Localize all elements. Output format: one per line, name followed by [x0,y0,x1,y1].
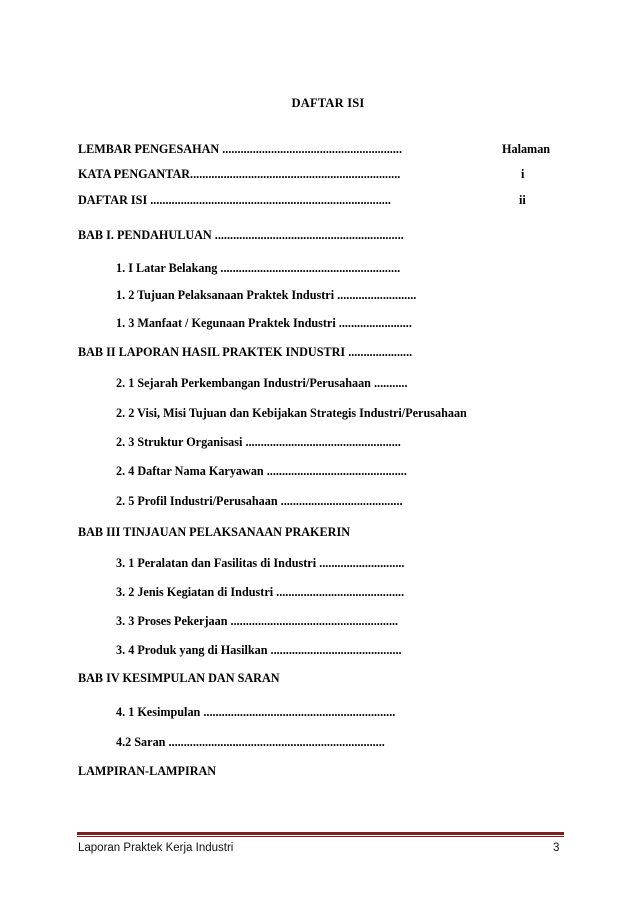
toc-entry-text: 2. 3 Struktur Organisasi ................................................... [116,435,401,449]
toc-entry [0,228,638,244]
toc-entry [0,376,638,392]
toc-entry [0,193,638,209]
toc-entry [0,556,638,572]
toc-entry-text: BAB III TINJAUAN PELAKSANAAN PRAKERIN [78,525,350,539]
toc-entry [0,316,638,332]
toc-entry [0,585,638,601]
toc-entry [0,345,638,361]
toc-entry [0,261,638,277]
toc-entry-text: 2. 4 Daftar Nama Karyawan .............................................. [116,464,407,478]
toc-entry [0,705,638,721]
toc-entry-text: 1. 2 Tujuan Pelaksanaan Praktek Industri .......................... [116,288,417,302]
toc-entry [0,494,638,510]
toc-entry [0,614,638,630]
toc-entry-text: 3. 2 Jenis Kegiatan di Industri .......................................... [116,585,405,599]
toc-entry-text: LAMPIRAN-LAMPIRAN [78,764,217,778]
toc-entry [0,643,638,659]
toc-entry-text: 1. 3 Manfaat / Kegunaan Praktek Industri ........................ [116,316,412,330]
toc-entry-text: 3. 1 Peralatan dan Fasilitas di Industri ............................ [116,556,405,570]
toc-entry [0,525,638,541]
toc-entry-page: ii [519,193,526,207]
toc-entry [0,167,638,183]
toc-entry [0,464,638,480]
footer-title: Laporan Praktek Kerja Industri [78,842,234,854]
toc-entry-text: DAFTAR ISI ............................................................................... [78,193,391,207]
toc-entry-text: LEMBAR PENGESAHAN ........................................................... [78,142,402,156]
page-title: DAFTAR ISI [291,96,365,110]
toc-entry-text: 4.2 Saran ....................................................................... [116,735,385,749]
toc-entry [0,671,638,687]
toc-entry [0,406,638,422]
toc-entry [0,735,638,751]
toc-entry-page: Halaman [502,142,551,156]
toc-entry-text: BAB IV KESIMPULAN DAN SARAN [78,671,280,685]
toc-entry-text: KATA PENGANTAR..................................................................... [78,167,401,181]
toc-entry [0,435,638,451]
toc-entry-text: BAB I. PENDAHULUAN .............................................................. [78,228,404,242]
toc-entry-text: 3. 4 Produk yang di Hasilkan ........................................... [116,643,402,657]
toc-entry-page: i [521,167,525,181]
toc-entry-text: 2. 2 Visi, Misi Tujuan dan Kebijakan Strategis Industri/Perusahaan [116,406,467,420]
toc-entry-text: 2. 5 Profil Industri/Perusahaan ........................................ [116,494,403,508]
footer-rule [77,832,564,835]
toc-entry-text: 3. 3 Proses Pekerjaan ....................................................... [116,614,399,628]
toc-entry [0,288,638,304]
page-number: 3 [553,842,560,854]
toc-entry-text: BAB II LAPORAN HASIL PRAKTEK INDUSTRI ..................... [78,345,413,359]
toc-entry-text: 1. I Latar Belakang ........................................................... [116,261,401,275]
footer-rule-thin [77,836,564,837]
toc-entry [0,142,638,158]
toc-entry-text: 2. 1 Sejarah Perkembangan Industri/Perusahaan ........... [116,376,408,390]
toc-entry [0,764,638,780]
toc-entry-text: 4. 1 Kesimpulan ............................................................... [116,705,396,719]
